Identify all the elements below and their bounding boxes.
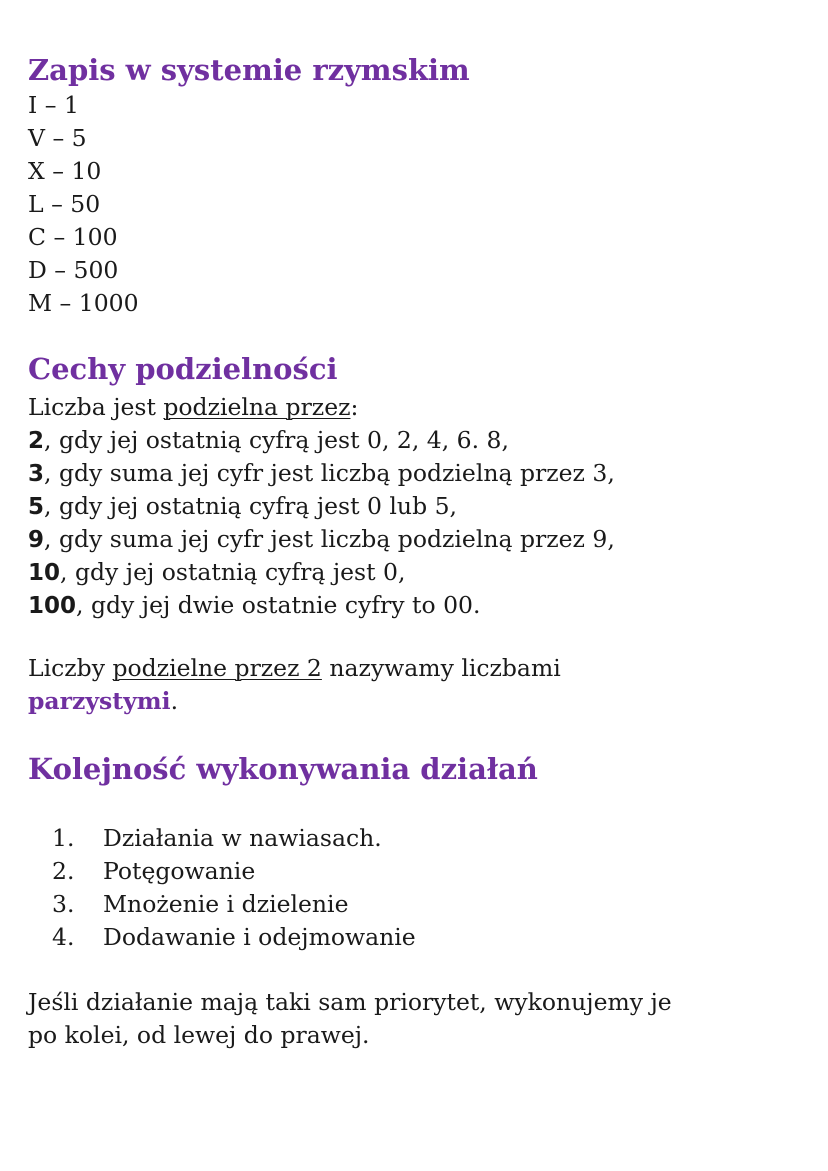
divisibility-intro [28, 391, 615, 424]
intro-underlined: podzielna przez [163, 393, 351, 421]
rule-number: 2 [28, 428, 45, 454]
step-number: 1. [52, 824, 75, 852]
step-text: Dodawanie i odejmowanie [103, 923, 416, 951]
roman-row: L – 50 [28, 190, 101, 218]
divisibility-list [28, 391, 615, 622]
even-underlined: podzielne przez 2 [112, 654, 322, 682]
even-numbers-paragraph [28, 652, 561, 718]
step-number: 4. [52, 923, 75, 951]
rule-text: , gdy jej ostatnią cyfrą jest 0, [60, 558, 406, 586]
roman-row: D – 500 [28, 256, 119, 284]
rule-number: 9 [28, 527, 45, 553]
priority-note [28, 986, 672, 1052]
roman-list [28, 89, 139, 320]
step-text: Potęgowanie [103, 857, 256, 885]
divisibility-rule [28, 556, 615, 589]
divisibility-rule [28, 490, 615, 523]
even-line-2 [28, 685, 561, 718]
rule-text: , gdy suma jej cyfr jest liczbą podzielną przez 3, [44, 459, 615, 487]
roman-section-title: Zapis w systemie rzymskim [28, 53, 470, 87]
roman-row: X – 10 [28, 157, 102, 185]
step-number: 2. [52, 857, 75, 885]
even-middle: nazywamy liczbami [321, 654, 561, 682]
intro-suffix: : [350, 393, 359, 421]
roman-row: V – 5 [28, 124, 87, 152]
rule-text: , gdy jej dwie ostatnie cyfry to 00. [76, 591, 481, 619]
intro-prefix: Liczba jest [28, 393, 164, 421]
step-number: 3. [52, 890, 75, 918]
rule-text: , gdy suma jej cyfr jest liczbą podzielną przez 9, [44, 525, 615, 553]
divisibility-rule [28, 457, 615, 490]
even-prefix: Liczby [28, 654, 113, 682]
rule-number: 100 [28, 593, 77, 619]
note-line-2: po kolei, od lewej do prawej. [28, 1021, 370, 1049]
even-word: parzystymi [28, 687, 171, 715]
even-end: . [170, 687, 179, 715]
roman-row: M – 1000 [28, 289, 139, 317]
note-line-1: Jeśli działanie mają taki sam priorytet, wykonujemy je [28, 988, 672, 1016]
rule-number: 5 [28, 494, 45, 520]
divisibility-section-title: Cechy podzielności [28, 352, 338, 386]
rule-text: , gdy jej ostatnią cyfrą jest 0, 2, 4, 6. 8, [44, 426, 509, 454]
roman-row: C – 100 [28, 223, 118, 251]
rule-number: 3 [28, 461, 45, 487]
divisibility-rule [28, 589, 615, 622]
roman-row: I – 1 [28, 91, 79, 119]
step-text: Działania w nawiasach. [103, 824, 382, 852]
divisibility-rule [28, 424, 615, 457]
divisibility-rule [28, 523, 615, 556]
rule-number: 10 [28, 560, 61, 586]
order-section-title: Kolejność wykonywania działań [28, 752, 538, 786]
step-text: Mnożenie i dzielenie [103, 890, 349, 918]
rule-text: , gdy jej ostatnią cyfrą jest 0 lub 5, [44, 492, 457, 520]
even-line-1 [28, 652, 561, 685]
